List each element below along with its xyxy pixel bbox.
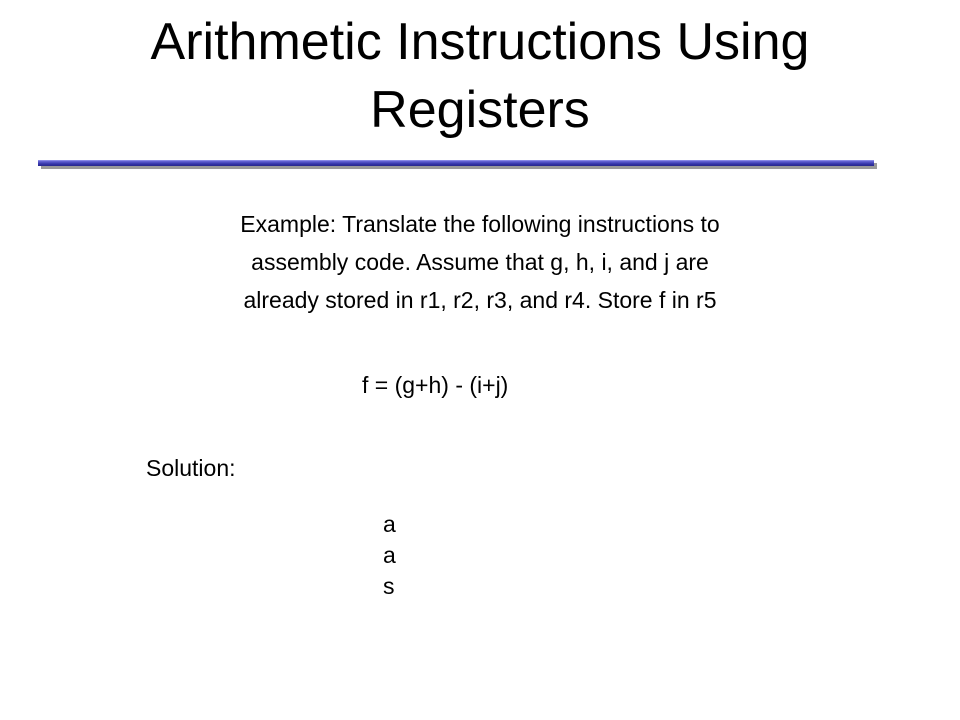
solution-code-line-3: s xyxy=(383,573,395,599)
example-text xyxy=(120,205,840,319)
formula: f = (g+h) - (i+j) xyxy=(362,372,509,398)
slide-title xyxy=(40,8,920,144)
slide-title-line-2: Registers xyxy=(370,81,590,139)
slide-title-line-1: Arithmetic Instructions Using xyxy=(150,13,810,71)
solution-code-line-2: a xyxy=(383,542,396,568)
title-divider-bar xyxy=(38,160,874,166)
solution-code xyxy=(383,509,396,602)
solution-code-line-1: a xyxy=(383,511,396,537)
example-line-2: assembly code. Assume that g, h, i, and j are xyxy=(251,249,709,275)
title-divider xyxy=(38,160,874,169)
example-line-1: Example: Translate the following instructions to xyxy=(240,211,720,237)
solution-label: Solution: xyxy=(146,455,236,481)
example-line-3: already stored in r1, r2, r3, and r4. Store f in r5 xyxy=(243,287,717,313)
